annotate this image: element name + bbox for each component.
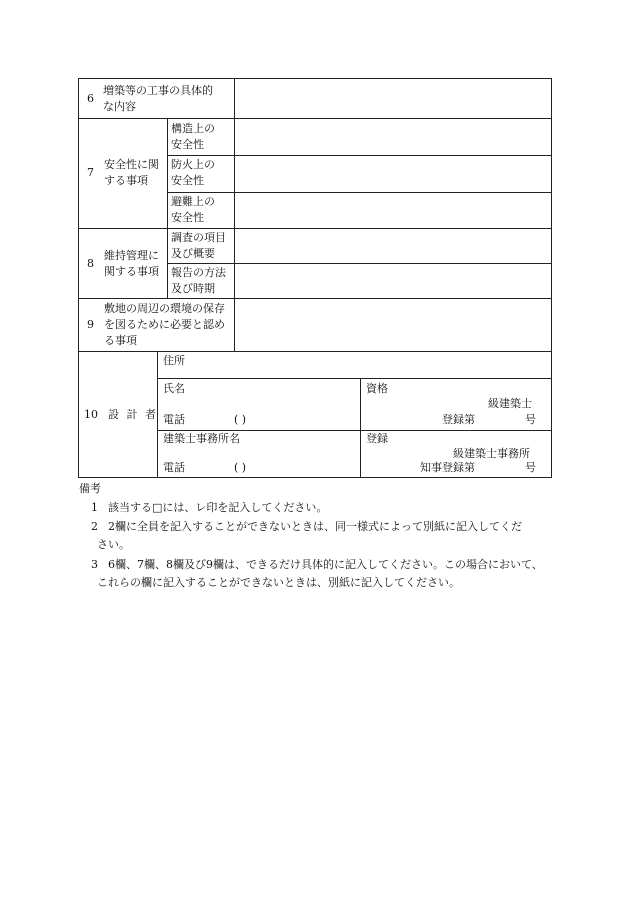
note-2-line2: さい。: [97, 538, 130, 551]
note-1-text: 該当する□には、レ印を記入してください。: [108, 501, 328, 514]
row7-sub1-line1: 構造上の: [171, 122, 215, 135]
row7-sub2-line1: 防火上の: [171, 158, 215, 171]
note-2-line1: 2欄に全員を記入することができないときは、同一様式によって別紙に記入してくだ: [108, 520, 522, 533]
office-phone-paren: ( ): [234, 461, 247, 474]
registration-number-suffix: 号: [525, 413, 536, 426]
row9-label-line3: る事項: [104, 334, 137, 347]
row6-label-line2: な内容: [103, 100, 136, 113]
row9-number: 9: [87, 318, 94, 331]
note-3-line1: 6欄、7欄、8欄及び9欄は、できるだけ具体的に記入してください。この場合において、: [108, 558, 543, 571]
row8-label-line1: 維持管理に: [104, 249, 159, 262]
row7-sub3-line2: 安全性: [171, 211, 204, 224]
note-3-number: 3: [91, 558, 98, 571]
rule-row7-sub1: [167, 155, 552, 156]
rule-row9-bottom: [78, 351, 552, 352]
notes-heading: 備考: [79, 482, 101, 495]
rule-col-sub: [167, 118, 168, 298]
rule-row7-bottom: [78, 228, 552, 229]
qualification-label: 資格: [366, 382, 388, 395]
office-registration-value: 級建築士事務所: [453, 447, 530, 460]
row7-sub2-line2: 安全性: [171, 174, 204, 187]
row9-label-line1: 敷地の周辺の環境の保存: [104, 302, 225, 315]
rule-row8-sub1: [167, 263, 552, 264]
row8-label-line2: 関する事項: [104, 265, 159, 278]
rule-col-row10-split: [360, 378, 361, 478]
note-1-number: 1: [91, 501, 98, 514]
office-phone-label: 電話: [163, 461, 185, 474]
row8-number: 8: [87, 257, 94, 270]
row6-label-line1: 増築等の工事の具体的: [103, 84, 213, 97]
registration-number-label: 登録第: [442, 413, 475, 426]
office-registration-label: 登録: [366, 432, 388, 445]
row7-number: 7: [87, 166, 94, 179]
row10-label: 設 計 者: [108, 408, 158, 421]
row9-label-line2: を図るために必要と認め: [104, 318, 225, 331]
row8-sub2-line1: 報告の方法: [171, 266, 226, 279]
office-name-label: 建築士事務所名: [163, 432, 240, 445]
rule-row10-sub1: [157, 378, 552, 379]
row7-sub3-line1: 避難上の: [171, 195, 215, 208]
rule-row7-sub2: [167, 192, 552, 193]
governor-registration-label: 知事登録第: [420, 461, 475, 474]
name-label: 氏名: [163, 382, 185, 395]
row8-sub1-line1: 調査の項目: [171, 231, 226, 244]
row6-number: 6: [87, 92, 94, 105]
row7-sub1-line2: 安全性: [171, 138, 204, 151]
governor-registration-suffix: 号: [525, 461, 536, 474]
rule-col-value: [234, 78, 235, 351]
phone-label: 電話: [163, 413, 185, 426]
phone-area-code-paren: ( ): [234, 413, 247, 426]
row7-label-line1: 安全性に関: [104, 158, 159, 171]
qualification-value: 級建築士: [488, 397, 532, 410]
row7-label-line2: する事項: [104, 174, 148, 187]
rule-row6-bottom: [78, 118, 552, 119]
note-3-line2: これらの欄に記入することができないときは、別紙に記入してください。: [97, 576, 460, 589]
address-label: 住所: [163, 354, 185, 367]
row10-number: 10: [84, 408, 98, 421]
note-2-number: 2: [91, 520, 98, 533]
row8-sub1-line2: 及び概要: [171, 247, 215, 260]
rule-row8-bottom: [78, 298, 552, 299]
row8-sub2-line2: 及び時期: [171, 282, 215, 295]
